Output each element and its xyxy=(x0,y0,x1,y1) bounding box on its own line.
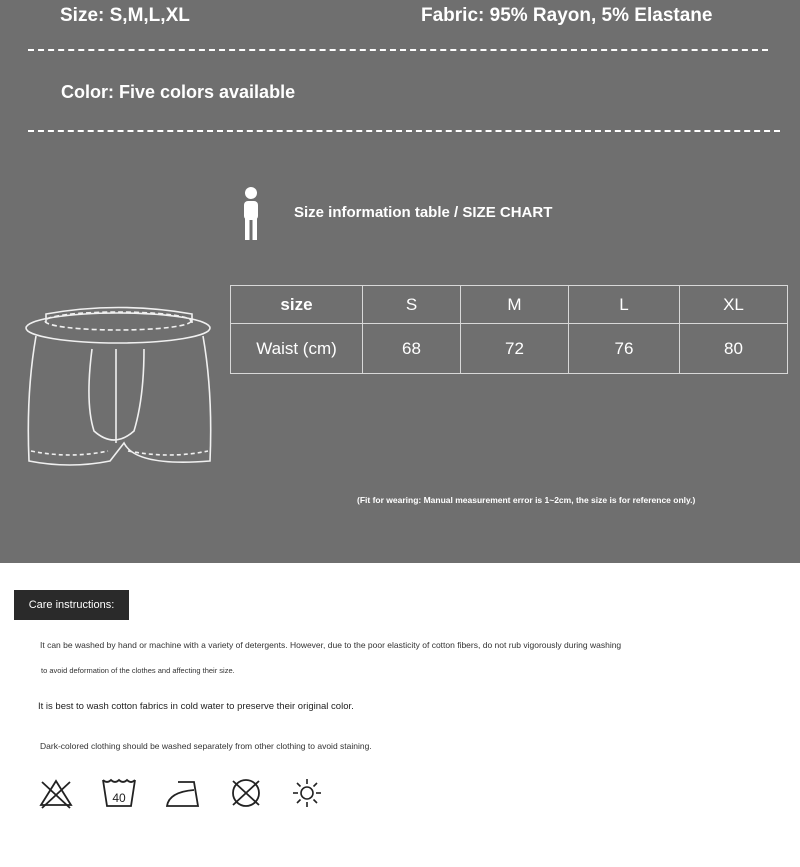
size-table xyxy=(230,285,788,374)
waist-row xyxy=(231,324,788,374)
care-line: Dark-colored clothing should be washed separately from other clothing to avoid staining. xyxy=(40,741,372,751)
person-icon xyxy=(240,186,262,242)
sun-dry-icon xyxy=(290,776,324,810)
care-symbols xyxy=(38,776,328,812)
size-header-m: M xyxy=(461,286,569,324)
iron-icon xyxy=(164,776,202,810)
waist-l: 76 xyxy=(569,324,680,374)
dashed-divider xyxy=(28,49,768,51)
care-line: It can be washed by hand or machine with a variety of detergents. However, due to the poor elasticity of cotton fibers, do not rub vigorously during washing xyxy=(40,640,622,650)
care-line: It is best to wash cotton fabrics in cold water to preserve their original color. xyxy=(38,701,354,712)
size-table-header-row xyxy=(231,286,788,324)
fit-note: (Fit for wearing: Manual measurement error is 1~2cm, the size is for reference only.) xyxy=(357,495,696,505)
waist-xl: 80 xyxy=(680,324,788,374)
size-header-s: S xyxy=(363,286,461,324)
waist-m: 72 xyxy=(461,324,569,374)
wash-temperature: 40 xyxy=(112,791,126,805)
waist-label: Waist (cm) xyxy=(231,324,363,374)
fabric-spec: Fabric: 95% Rayon, 5% Elastane xyxy=(421,5,713,26)
color-spec: Color: Five colors available xyxy=(61,82,296,102)
waist-s: 68 xyxy=(363,324,461,374)
size-spec: Size: S,M,L,XL xyxy=(60,5,190,26)
wash-40-icon xyxy=(100,776,138,810)
size-header-l: L xyxy=(569,286,680,324)
no-bleach-icon xyxy=(38,776,74,810)
boxer-shorts-illustration xyxy=(20,303,216,475)
size-header-xl: XL xyxy=(680,286,788,324)
no-dry-clean-icon xyxy=(228,776,264,810)
size-header-label: size xyxy=(231,286,363,324)
care-line: to avoid deformation of the clothes and affecting their size. xyxy=(41,666,235,675)
size-chart-title: Size information table / SIZE CHART xyxy=(294,204,553,221)
care-instructions-badge: Care instructions: xyxy=(14,590,129,620)
dashed-divider xyxy=(28,130,780,132)
